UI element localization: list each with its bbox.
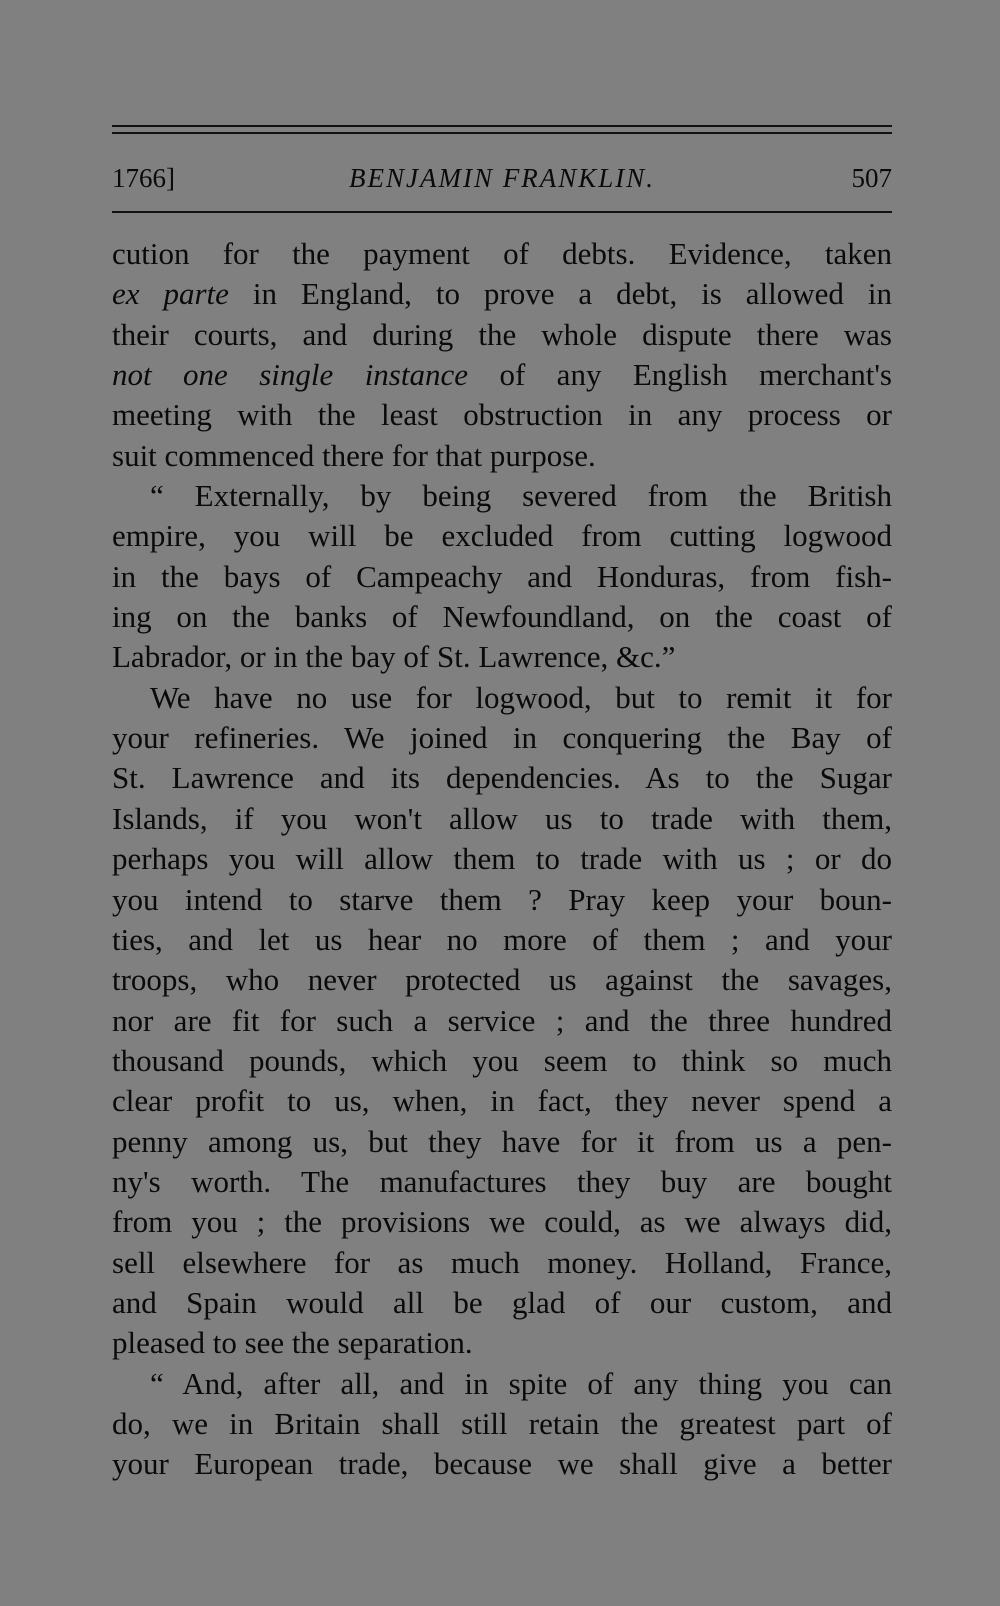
- text-line: sell elsewhere for as much money. Holland, France,: [112, 1244, 892, 1280]
- text-line: Labrador, or in the bay of St. Lawrence, &c.”: [112, 639, 676, 675]
- text-line: penny among us, but they have for it from us a pen-: [112, 1123, 892, 1159]
- text-line: cution for the payment of debts. Evidence, taken: [112, 236, 892, 271]
- text-line: [112, 274, 892, 314]
- text-line: troops, who never protected us against the savages,: [112, 962, 892, 998]
- running-head: [112, 158, 892, 198]
- text-line: your European trade, because we shall give a better: [112, 1446, 892, 1482]
- header-rule-top: [112, 125, 892, 127]
- text-line: and Spain would all be glad of our custom, and: [112, 1284, 892, 1320]
- text-line: St. Lawrence and its dependencies. As to the Sugar: [112, 760, 892, 796]
- text-line: nor are fit for such a service ; and the three hundred: [112, 1002, 892, 1038]
- header-title: BENJAMIN FRANKLIN.: [349, 163, 655, 193]
- italic-phrase-ex-parte: ex parte: [112, 276, 229, 312]
- text-line: thousand pounds, which you seem to think so much: [112, 1042, 892, 1078]
- header-date: 1766]: [112, 163, 175, 193]
- text-line: meeting with the least obstruction in any process or: [112, 397, 892, 433]
- text-line: their courts, and during the whole dispute there was: [112, 316, 892, 352]
- page-number: 507: [851, 163, 892, 193]
- text-line: pleased to see the separation.: [112, 1325, 473, 1361]
- page-body: [112, 234, 892, 1485]
- text-line: ties, and let us hear no more of them ; and your: [112, 921, 892, 957]
- text-line: [112, 355, 892, 395]
- text-line: ny's worth. The manufactures they buy are bought: [112, 1163, 892, 1199]
- text-line: from you ; the provisions we could, as we always did,: [112, 1204, 892, 1240]
- text-line: empire, you will be excluded from cutting logwood: [112, 518, 892, 554]
- text-line: Islands, if you won't allow us to trade with them,: [112, 800, 892, 836]
- text-line: suit commenced there for that purpose.: [112, 437, 596, 473]
- text-line: do, we in Britain shall still retain the greatest part of: [112, 1405, 892, 1441]
- header-rule-bottom: [112, 211, 892, 213]
- text-line: you intend to starve them ? Pray keep your boun-: [112, 881, 892, 917]
- text-line: ing on the banks of Newfoundland, on the coast of: [112, 599, 892, 635]
- text-fragment: of any English merchant's: [468, 357, 892, 393]
- text-line: “ Externally, by being severed from the British: [150, 478, 892, 514]
- text-line: clear profit to us, when, in fact, they never spend a: [112, 1083, 892, 1119]
- text-fragment: in England, to prove a debt, is allowed in: [228, 276, 892, 312]
- header-rule-second: [112, 132, 892, 134]
- text-line: your refineries. We joined in conquering the Bay of: [112, 720, 892, 756]
- italic-phrase-not-one-single-instance: not one single instance: [112, 357, 469, 393]
- text-line: perhaps you will allow them to trade with us ; or do: [112, 841, 892, 877]
- text-line: We have no use for logwood, but to remit it for: [150, 679, 892, 715]
- text-line: in the bays of Campeachy and Honduras, from fish-: [112, 558, 892, 594]
- text-line: “ And, after all, and in spite of any thing you can: [150, 1365, 892, 1401]
